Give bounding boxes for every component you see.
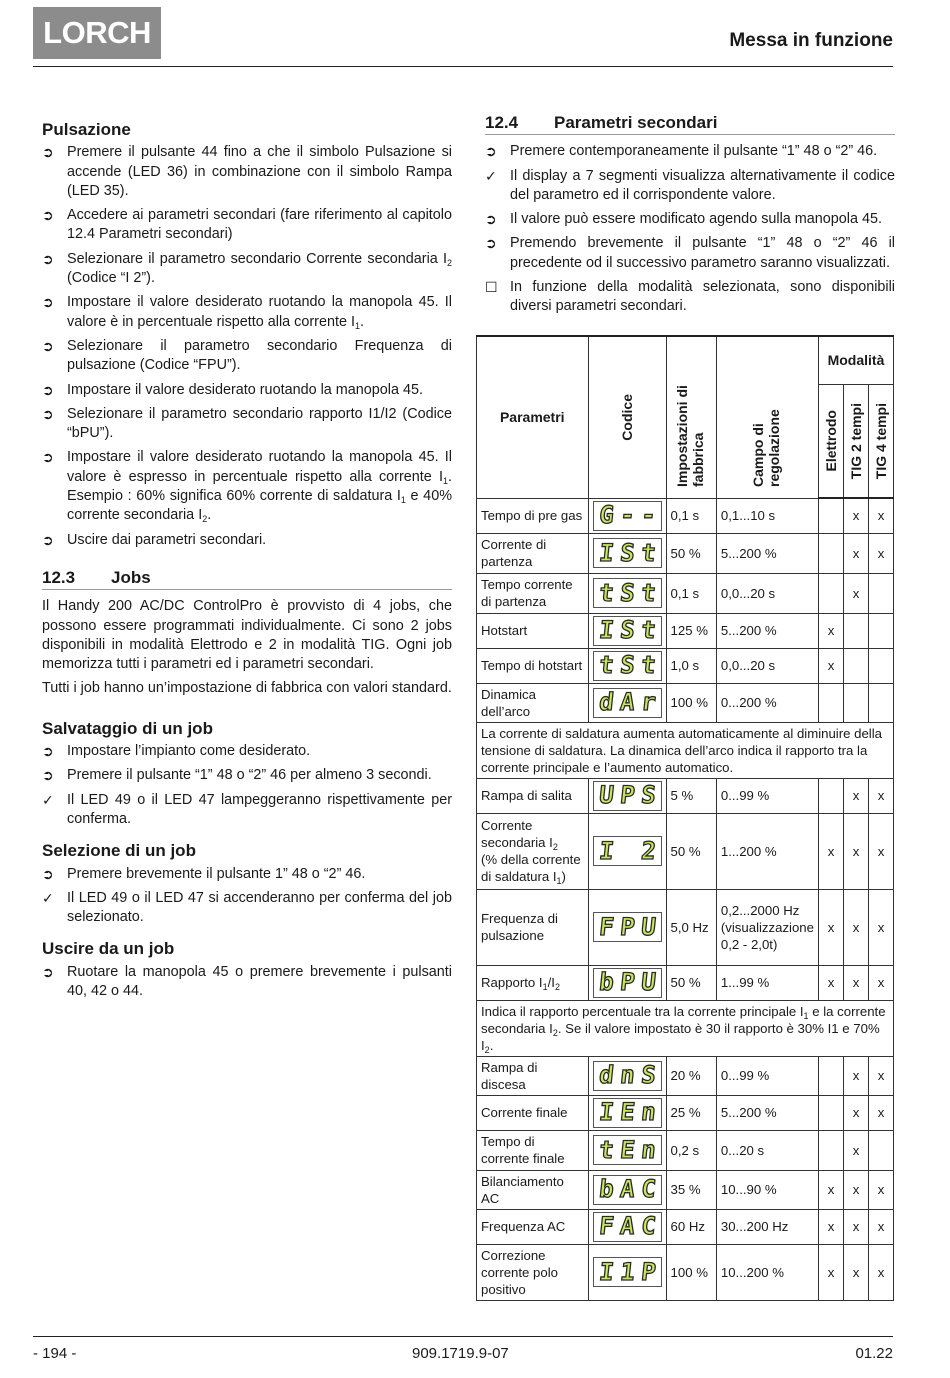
mode-elettrodo <box>818 573 843 613</box>
mode-tig4: x <box>868 1244 893 1300</box>
segment-digit: A <box>618 1175 636 1203</box>
mode-tig2 <box>843 648 868 683</box>
table-row <box>477 573 894 613</box>
seven-segment-display <box>593 1098 662 1128</box>
param-factory: 50 % <box>666 965 716 1000</box>
segment-digit: F <box>597 912 615 941</box>
param-name: Tempo corrente di partenza <box>477 573 589 613</box>
mode-tig4 <box>868 1130 893 1170</box>
segment-digit: t <box>639 616 657 644</box>
list-item <box>42 791 452 830</box>
arrow-right-icon: ➲ <box>485 143 497 160</box>
list-item <box>485 167 895 206</box>
list-item-text: Impostare l’impianto come desiderato. <box>67 743 311 760</box>
mode-tig2: x <box>843 1056 868 1095</box>
document-number: 909.1719.9-07 <box>412 1345 509 1362</box>
list-item <box>42 865 452 884</box>
segment-digit: n <box>639 1098 657 1126</box>
mode-tig4 <box>868 613 893 648</box>
table-row <box>477 813 894 889</box>
param-factory: 125 % <box>666 613 716 648</box>
param-factory: 35 % <box>666 1170 716 1209</box>
mode-elettrodo <box>818 533 843 573</box>
mode-tig4: x <box>868 778 893 813</box>
segment-digit: t <box>597 578 615 607</box>
param-range: 30...200 Hz <box>716 1209 818 1244</box>
paragraph: Il Handy 200 AC/DC ControlPro è provvisto di 4 jobs, che possono essere programmati individualmente. Ci sono 2 jobs disponibili in modalità Elettrodo e 2 in modalità TIG. Ogni job memorizza tutti i parametri ed i parametri secondari. <box>42 598 452 673</box>
param-name: Rampa di salita <box>477 778 589 813</box>
mode-tig4 <box>868 648 893 683</box>
mode-elettrodo <box>818 683 843 722</box>
table-row <box>477 613 894 648</box>
mode-tig2 <box>843 613 868 648</box>
segment-digit: A <box>618 1212 636 1240</box>
arrow-right-icon: ➲ <box>42 250 54 267</box>
list-item <box>42 381 452 400</box>
segment-digit: I <box>597 616 615 644</box>
mode-tig2: x <box>843 1170 868 1209</box>
seven-segment-display <box>593 1175 662 1205</box>
section-heading-save-job: Salvataggio di un job <box>42 718 213 738</box>
table-note-row <box>477 1000 894 1056</box>
table-row <box>477 889 894 965</box>
segment-digit: U <box>639 912 657 941</box>
param-range: 0...20 s <box>716 1130 818 1170</box>
param-range: 0...99 % <box>716 1056 818 1095</box>
param-code <box>588 1095 666 1130</box>
segment-digit: S <box>618 651 636 679</box>
check-icon: ✓ <box>485 167 497 184</box>
mode-elettrodo <box>818 1130 843 1170</box>
list-item <box>42 766 452 785</box>
param-name: Corrente secondaria $I_2$ (% della corrente di saldatura $I_1$) <box>477 813 589 889</box>
list-item-text: Uscire dai parametri secondari. <box>67 531 267 548</box>
param-name: Tempo di pre gas <box>477 498 589 533</box>
mode-tig2 <box>843 683 868 722</box>
header-tig2: TIG 2 tempi <box>843 384 868 498</box>
arrow-right-icon: ➲ <box>42 207 54 224</box>
segment-digit: G <box>597 501 615 529</box>
param-range: 0,2...2000 Hz (visualizzazione 0,2 - 2,0t) <box>716 889 818 965</box>
mode-elettrodo <box>818 498 843 533</box>
arrow-right-icon: ➲ <box>42 405 54 422</box>
list-item <box>42 742 452 761</box>
page-title: Messa in funzione <box>729 30 893 51</box>
param-code <box>588 1056 666 1095</box>
mode-tig4: x <box>868 498 893 533</box>
segment-digit: - <box>618 501 636 529</box>
mode-elettrodo: x <box>818 613 843 648</box>
seven-segment-display <box>593 781 662 811</box>
lorch-logo: LORCH <box>33 7 161 59</box>
param-range: 5...200 % <box>716 1095 818 1130</box>
list-item-text: Selezionare il parametro secondario rapporto I1/I2 (Codice “bPU”). <box>67 405 452 442</box>
segment-digit: U <box>597 781 615 809</box>
arrow-right-icon: ➲ <box>42 743 54 760</box>
param-code <box>588 1130 666 1170</box>
arrow-right-icon: ➲ <box>42 294 54 311</box>
list-item <box>485 210 895 229</box>
header-tig4: TIG 4 tempi <box>868 384 893 498</box>
seven-segment-display <box>593 651 662 681</box>
table-note: La corrente di saldatura aumenta automaticamente al diminuire della tensione di saldatura. La dinamica dell’arco indica il rapporto tra la corrente principale e l’aumento automatico. <box>477 722 894 778</box>
check-icon: ✓ <box>42 889 54 906</box>
header-codice: Codice <box>588 336 666 498</box>
list-item-text: Impostare il valore desiderato ruotando la manopola 45. Il valore è espresso in percentuale rispetto alla corrente $I_1$. Esempio : 60% significa 60% corrente di saldatura $I_1$ e 40% corrente secondaria $I_2$. <box>67 449 452 525</box>
table-row <box>477 648 894 683</box>
list-item <box>42 293 452 332</box>
parameters-table-body <box>477 498 894 1300</box>
list-item-text: Premere brevemente il pulsante 1” 48 o “2” 46. <box>67 865 366 882</box>
list-item-text: Il LED 49 o il LED 47 lampeggeranno rispettivamente per conferma. <box>67 791 452 827</box>
list-select-job <box>42 865 452 928</box>
segment-digit: A <box>618 688 636 716</box>
list-pulsazione <box>42 143 452 550</box>
param-name: Tempo di hotstart <box>477 648 589 683</box>
list-item-text: Premere contemporaneamente il pulsante “1” 48 o “2” 46. <box>510 143 878 160</box>
param-range: 10...200 % <box>716 1244 818 1300</box>
param-factory: 25 % <box>666 1095 716 1130</box>
section-heading-exit-job: Uscire da un job <box>42 939 175 959</box>
param-range: 0,1...10 s <box>716 498 818 533</box>
segment-digit: r <box>639 688 657 716</box>
mode-tig2: x <box>843 498 868 533</box>
param-name: Correzione corrente polo positivo <box>477 1244 589 1300</box>
seven-segment-display <box>593 616 662 646</box>
segment-digit: t <box>639 538 657 567</box>
mode-tig4 <box>868 683 893 722</box>
param-factory: 1,0 s <box>666 648 716 683</box>
header-parametri: Parametri <box>477 336 589 498</box>
arrow-right-icon: ➲ <box>42 865 54 882</box>
arrow-right-icon: ➲ <box>42 767 54 784</box>
right-column <box>485 113 895 322</box>
param-name: Tempo di corrente finale <box>477 1130 589 1170</box>
arrow-right-icon: ➲ <box>42 337 54 354</box>
segment-digit: t <box>597 651 615 679</box>
table-row <box>477 1056 894 1095</box>
list-item-text: Il display a 7 segmenti visualizza alternativamente il codice del parametro ed il corrispondente valore. <box>510 167 895 203</box>
mode-elettrodo <box>818 778 843 813</box>
seven-segment-display <box>593 501 662 531</box>
param-code <box>588 813 666 889</box>
table-row <box>477 778 894 813</box>
seven-segment-display <box>593 968 662 998</box>
header-modes: Modalità <box>818 336 893 384</box>
list-item-text: Impostare il valore desiderato ruotando la manopola 45. Il valore è in percentuale rispetto alla corrente $I_1$. <box>67 294 452 331</box>
segment-digit: b <box>597 1175 615 1203</box>
param-code <box>588 683 666 722</box>
param-code <box>588 1209 666 1244</box>
segment-digit: S <box>618 616 636 644</box>
param-range: 5...200 % <box>716 613 818 648</box>
list-secondary <box>485 142 895 316</box>
segment-digit: I <box>597 1098 615 1126</box>
header-factory: Impostazioni di fabbrica <box>666 336 716 498</box>
table-row <box>477 1130 894 1170</box>
param-factory: 50 % <box>666 813 716 889</box>
mode-tig4: x <box>868 1209 893 1244</box>
list-item <box>485 142 895 161</box>
segment-digit: 2 <box>639 836 657 865</box>
section-number: 12.4 <box>485 113 519 132</box>
list-item-text: Selezionare il parametro secondario Frequenza di pulsazione (Codice “FPU”). <box>67 337 452 374</box>
segment-digit: S <box>639 781 657 809</box>
param-name: Dinamica dell’arco <box>477 683 589 722</box>
section-heading-pulsazione: Pulsazione <box>42 120 131 139</box>
param-name: Frequenza AC <box>477 1209 589 1244</box>
param-factory: 20 % <box>666 1056 716 1095</box>
param-code <box>588 573 666 613</box>
param-factory: 0,1 s <box>666 573 716 613</box>
param-factory: 0,2 s <box>666 1130 716 1170</box>
list-item <box>42 143 452 201</box>
mode-tig2: x <box>843 813 868 889</box>
list-item-text: Impostare il valore desiderato ruotando la manopola 45. <box>67 381 423 398</box>
section-title: Parametri secondari <box>554 113 718 132</box>
arrow-right-icon: ➲ <box>42 531 54 548</box>
param-factory: 5,0 Hz <box>666 889 716 965</box>
segment-digit: t <box>639 651 657 679</box>
table-row <box>477 1095 894 1130</box>
list-item <box>42 337 452 376</box>
seven-segment-display <box>593 578 662 608</box>
segment-digit: F <box>597 1212 615 1240</box>
param-factory: 100 % <box>666 683 716 722</box>
seven-segment-display <box>593 836 662 866</box>
list-item-text: Premendo brevemente il pulsante “1” 48 o “2” 46 il precedente od il successivo parametro saranno visualizzati. <box>510 235 895 271</box>
section-heading-jobs <box>42 568 452 590</box>
list-save-job <box>42 742 452 829</box>
mode-tig4: x <box>868 533 893 573</box>
mode-tig4: x <box>868 1170 893 1209</box>
list-item-text: In funzione della modalità selezionata, sono disponibili diversi parametri secondari. <box>510 279 895 315</box>
param-factory: 0,1 s <box>666 498 716 533</box>
seven-segment-display <box>593 538 662 568</box>
param-range: 5...200 % <box>716 533 818 573</box>
segment-digit: I <box>597 1257 615 1286</box>
table-row <box>477 1244 894 1300</box>
mode-elettrodo: x <box>818 813 843 889</box>
arrow-right-icon: ➲ <box>42 144 54 161</box>
mode-elettrodo: x <box>818 889 843 965</box>
mode-tig2: x <box>843 1130 868 1170</box>
mode-tig4 <box>868 573 893 613</box>
segment-digit: P <box>639 1257 657 1286</box>
seven-segment-display <box>593 1212 662 1242</box>
segment-digit: P <box>618 912 636 941</box>
table-row <box>477 498 894 533</box>
segment-digit: C <box>639 1212 657 1240</box>
table-row <box>477 683 894 722</box>
arrow-right-icon: ➲ <box>42 963 54 980</box>
seven-segment-display <box>593 688 662 718</box>
param-factory: 60 Hz <box>666 1209 716 1244</box>
table-row <box>477 1209 894 1244</box>
param-range: 1...200 % <box>716 813 818 889</box>
arrow-right-icon: ➲ <box>485 211 497 228</box>
footer-divider <box>33 1336 893 1337</box>
arrow-right-icon: ➲ <box>42 449 54 466</box>
list-item <box>42 250 452 289</box>
segment-digit: S <box>618 538 636 567</box>
table-row <box>477 533 894 573</box>
param-range: 0...200 % <box>716 683 818 722</box>
segment-digit: S <box>639 1061 657 1089</box>
param-code <box>588 648 666 683</box>
mode-tig4: x <box>868 813 893 889</box>
mode-elettrodo: x <box>818 648 843 683</box>
segment-digit: - <box>639 501 657 529</box>
mode-tig4: x <box>868 965 893 1000</box>
list-item <box>42 448 452 525</box>
param-code <box>588 889 666 965</box>
param-code <box>588 533 666 573</box>
seven-segment-display <box>593 1257 662 1287</box>
mode-elettrodo: x <box>818 965 843 1000</box>
segment-digit: n <box>618 1061 636 1089</box>
segment-digit: P <box>618 781 636 809</box>
list-item <box>42 405 452 444</box>
segment-digit: E <box>618 1098 636 1126</box>
mode-tig2: x <box>843 778 868 813</box>
param-range: 0,0...20 s <box>716 648 818 683</box>
param-code <box>588 613 666 648</box>
list-item-text: Accedere ai parametri secondari (fare riferimento al capitolo 12.4 Parametri secondari) <box>67 207 452 243</box>
mode-elettrodo: x <box>818 1170 843 1209</box>
param-name: Bilanciamento AC <box>477 1170 589 1209</box>
param-code <box>588 1244 666 1300</box>
seven-segment-display <box>593 1061 662 1091</box>
segment-digit: b <box>597 968 615 996</box>
arrow-right-icon: ➲ <box>485 235 497 252</box>
table-row <box>477 1170 894 1209</box>
list-item <box>42 889 452 928</box>
param-factory: 100 % <box>666 1244 716 1300</box>
list-item-text: Selezionare il parametro secondario Corrente secondaria $I_2$ (Codice “I 2”). <box>67 250 452 287</box>
segment-digit: I <box>597 836 615 865</box>
table-row <box>477 965 894 1000</box>
param-name: Corrente di partenza <box>477 533 589 573</box>
mode-tig2: x <box>843 965 868 1000</box>
section-number: 12.3 <box>42 567 76 587</box>
mode-tig4: x <box>868 889 893 965</box>
header-elettrodo: Elettrodo <box>818 384 843 498</box>
param-name: Frequenza di pulsazione <box>477 889 589 965</box>
list-item-text: Ruotare la manopola 45 o premere brevemente i pulsanti 40, 42 o 44. <box>67 963 452 999</box>
segment-digit: I <box>597 538 615 567</box>
section-heading-secondary <box>485 113 895 135</box>
param-code <box>588 1170 666 1209</box>
segment-digit <box>616 838 638 865</box>
mode-tig2: x <box>843 1095 868 1130</box>
table-note-row <box>477 722 894 778</box>
segment-digit: n <box>639 1135 657 1164</box>
param-range: 0,0...20 s <box>716 573 818 613</box>
list-item <box>42 531 452 550</box>
param-name: Rampa di discesa <box>477 1056 589 1095</box>
segment-digit: P <box>618 968 636 996</box>
segment-digit: U <box>639 968 657 996</box>
list-item-text: Premere il pulsante 44 fino a che il simbolo Pulsazione si accende (LED 36) in combinazione con il simbolo Rampa (LED 35). <box>67 144 452 199</box>
segment-digit: t <box>597 1135 615 1164</box>
section-title: Jobs <box>111 567 151 587</box>
list-item <box>485 234 895 273</box>
mode-tig2: x <box>843 573 868 613</box>
list-item <box>42 963 452 1002</box>
param-range: 10...90 % <box>716 1170 818 1209</box>
mode-tig4: x <box>868 1056 893 1095</box>
segment-digit: S <box>618 578 636 607</box>
header-divider <box>33 66 893 67</box>
param-range: 1...99 % <box>716 965 818 1000</box>
arrow-right-icon: ➲ <box>42 381 54 398</box>
document-date: 01.22 <box>855 1345 893 1362</box>
table-note: Indica il rapporto percentuale tra la corrente principale $I_1$ e la corrente secondaria $I_2$. Se il valore impostato è 30 il rapporto è 30% I1 e 70% $I_2$. <box>477 1000 894 1056</box>
paragraph: Tutti i job hanno un’impostazione di fabbrica con valori standard. <box>42 680 452 697</box>
param-name: Hotstart <box>477 613 589 648</box>
segment-digit: d <box>597 1061 615 1089</box>
param-factory: 5 % <box>666 778 716 813</box>
mode-tig2: x <box>843 1244 868 1300</box>
param-name: Rapporto $I_1/I_2$ <box>477 965 589 1000</box>
page-number: - 194 - <box>33 1345 77 1362</box>
left-column <box>42 113 452 1006</box>
section-heading-select-job: Selezione di un job <box>42 841 196 861</box>
mode-elettrodo <box>818 1056 843 1095</box>
list-item <box>42 206 452 245</box>
list-item-text: Il valore può essere modificato agendo sulla manopola 45. <box>510 211 882 228</box>
segment-digit: 1 <box>618 1257 636 1286</box>
mode-tig2: x <box>843 1209 868 1244</box>
param-code <box>588 965 666 1000</box>
check-icon: ✓ <box>42 791 54 808</box>
list-exit-job <box>42 963 452 1002</box>
parameters-table <box>476 335 894 1301</box>
segment-digit: t <box>639 578 657 607</box>
list-item <box>485 278 895 317</box>
list-item-text: Il LED 49 o il LED 47 si accenderanno per conferma del job selezionato. <box>67 889 452 926</box>
segment-digit: C <box>639 1175 657 1203</box>
header-range: Campo di regolazione <box>716 336 818 498</box>
mode-elettrodo <box>818 1095 843 1130</box>
param-code <box>588 498 666 533</box>
checkbox-icon: ☐ <box>485 279 498 296</box>
param-code <box>588 778 666 813</box>
seven-segment-display <box>593 1135 662 1165</box>
mode-elettrodo: x <box>818 1209 843 1244</box>
mode-tig2: x <box>843 533 868 573</box>
mode-elettrodo: x <box>818 1244 843 1300</box>
param-range: 0...99 % <box>716 778 818 813</box>
seven-segment-display <box>593 912 662 942</box>
param-factory: 50 % <box>666 533 716 573</box>
segment-digit: E <box>618 1135 636 1164</box>
mode-tig2: x <box>843 889 868 965</box>
param-name: Corrente finale <box>477 1095 589 1130</box>
mode-tig4: x <box>868 1095 893 1130</box>
segment-digit: d <box>597 688 615 716</box>
list-item-text: Premere il pulsante “1” 48 o “2” 46 per almeno 3 secondi. <box>67 767 432 784</box>
